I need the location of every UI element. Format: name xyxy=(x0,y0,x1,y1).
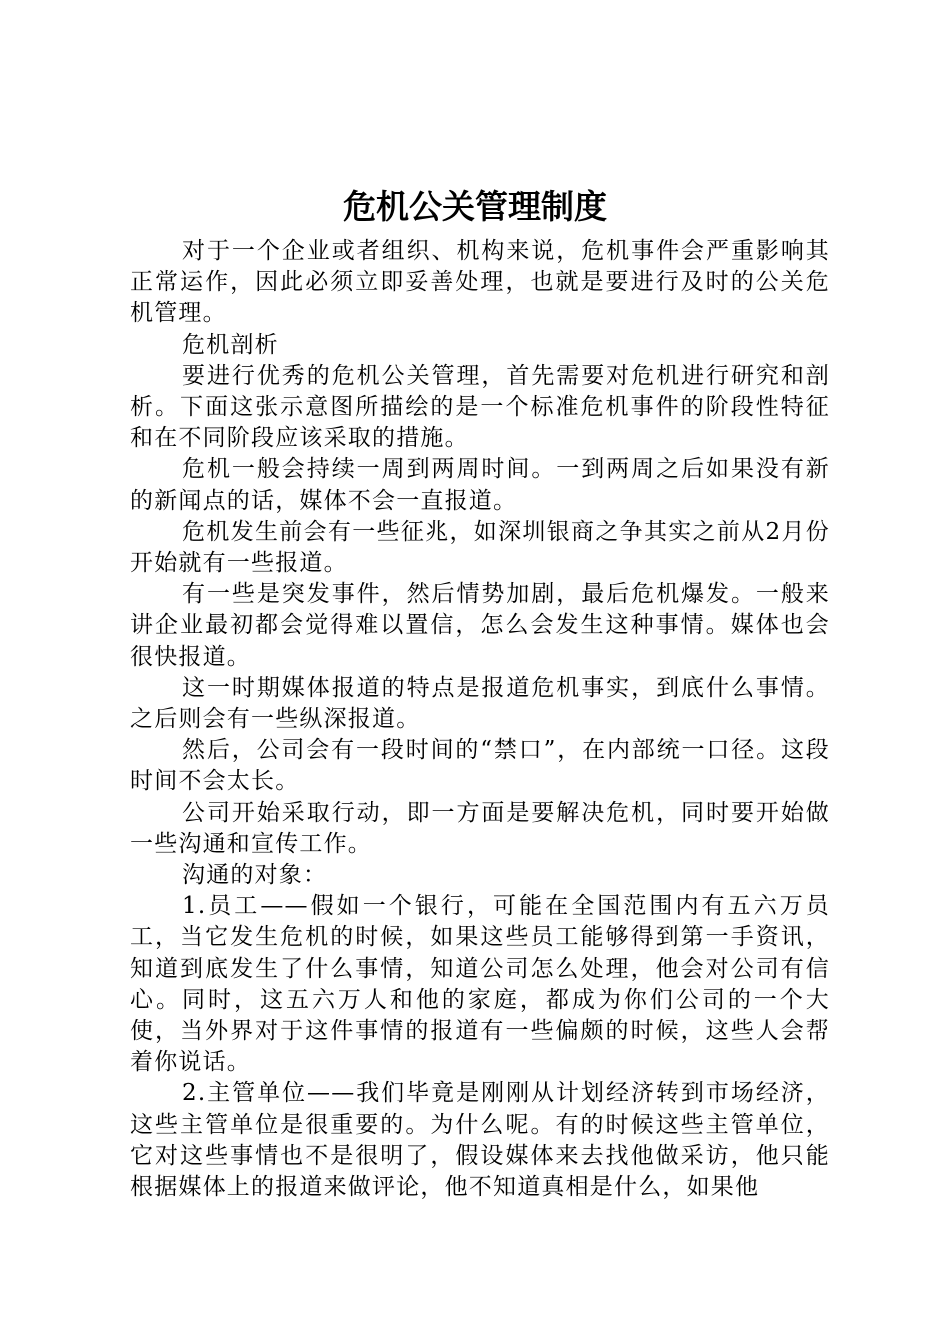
paragraph-intro: 对于一个企业或者组织、机构来说，危机事件会严重影响其正常运作，因此必须立即妥善处理，也就是要进行及时的公关危机管理。 xyxy=(130,238,830,327)
paragraph-media-reporting: 这一时期媒体报道的特点是报道危机事实，到底什么事情。之后则会有一些纵深报道。 xyxy=(130,674,830,733)
paragraph-duration: 危机一般会持续一周到两周时间。一到两周之后如果没有新的新闻点的话，媒体不会一直报道。 xyxy=(130,456,830,514)
paragraph-signs: 危机发生前会有一些征兆，如深圳银商之争其实之前从2月份开始就有一些报道。 xyxy=(130,518,830,577)
paragraph-action: 公司开始采取行动，即一方面是要解决危机，同时要开始做一些沟通和宣传工作。 xyxy=(130,799,830,857)
paragraph-silence: 然后，公司会有一段时间的“禁口”，在内部统一口径。这段时间不会太长。 xyxy=(130,737,830,795)
paragraph-analysis: 要进行优秀的危机公关管理，首先需要对危机进行研究和剖析。下面这张示意图所描绘的是一个标准危机事件的阶段性特征和在不同阶段应该采取的措施。 xyxy=(130,362,830,452)
document-title: 危机公关管理制度 xyxy=(343,187,607,226)
paragraph-audiences-heading: 沟通的对象： xyxy=(182,862,328,889)
list-item-authorities: 2.主管单位——我们毕竟是刚刚从计划经济转到市场经济，这些主管单位是很重要的。为什么呢。有的时候这些主管单位，它对这些事情也不是很明了，假设媒体来去找他做采访，他只能根据媒体上的报道来做评论，他不知道真相是什么，如果他 xyxy=(130,1080,830,1201)
list-item-employees: 1.员工——假如一个银行，可能在全国范围内有五六万员工，当它发生危机的时候，如果这些员工能够得到第一手资讯，知道到底发生了什么事情，知道公司怎么处理，他会对公司有信心。同时，这五六万人和他的家庭，都成为你们公司的一个大使，当外界对于这件事情的报道有一些偏颇的时候，这些人会帮着你说话。 xyxy=(130,893,830,1076)
document-body xyxy=(130,236,830,1203)
paragraph-outbreak: 有一些是突发事件，然后情势加剧，最后危机爆发。一般来讲企业最初都会觉得难以置信，怎么会发生这种事情。媒体也会很快报道。 xyxy=(130,581,830,670)
section-heading-crisis-analysis: 危机剖析 xyxy=(182,331,279,358)
